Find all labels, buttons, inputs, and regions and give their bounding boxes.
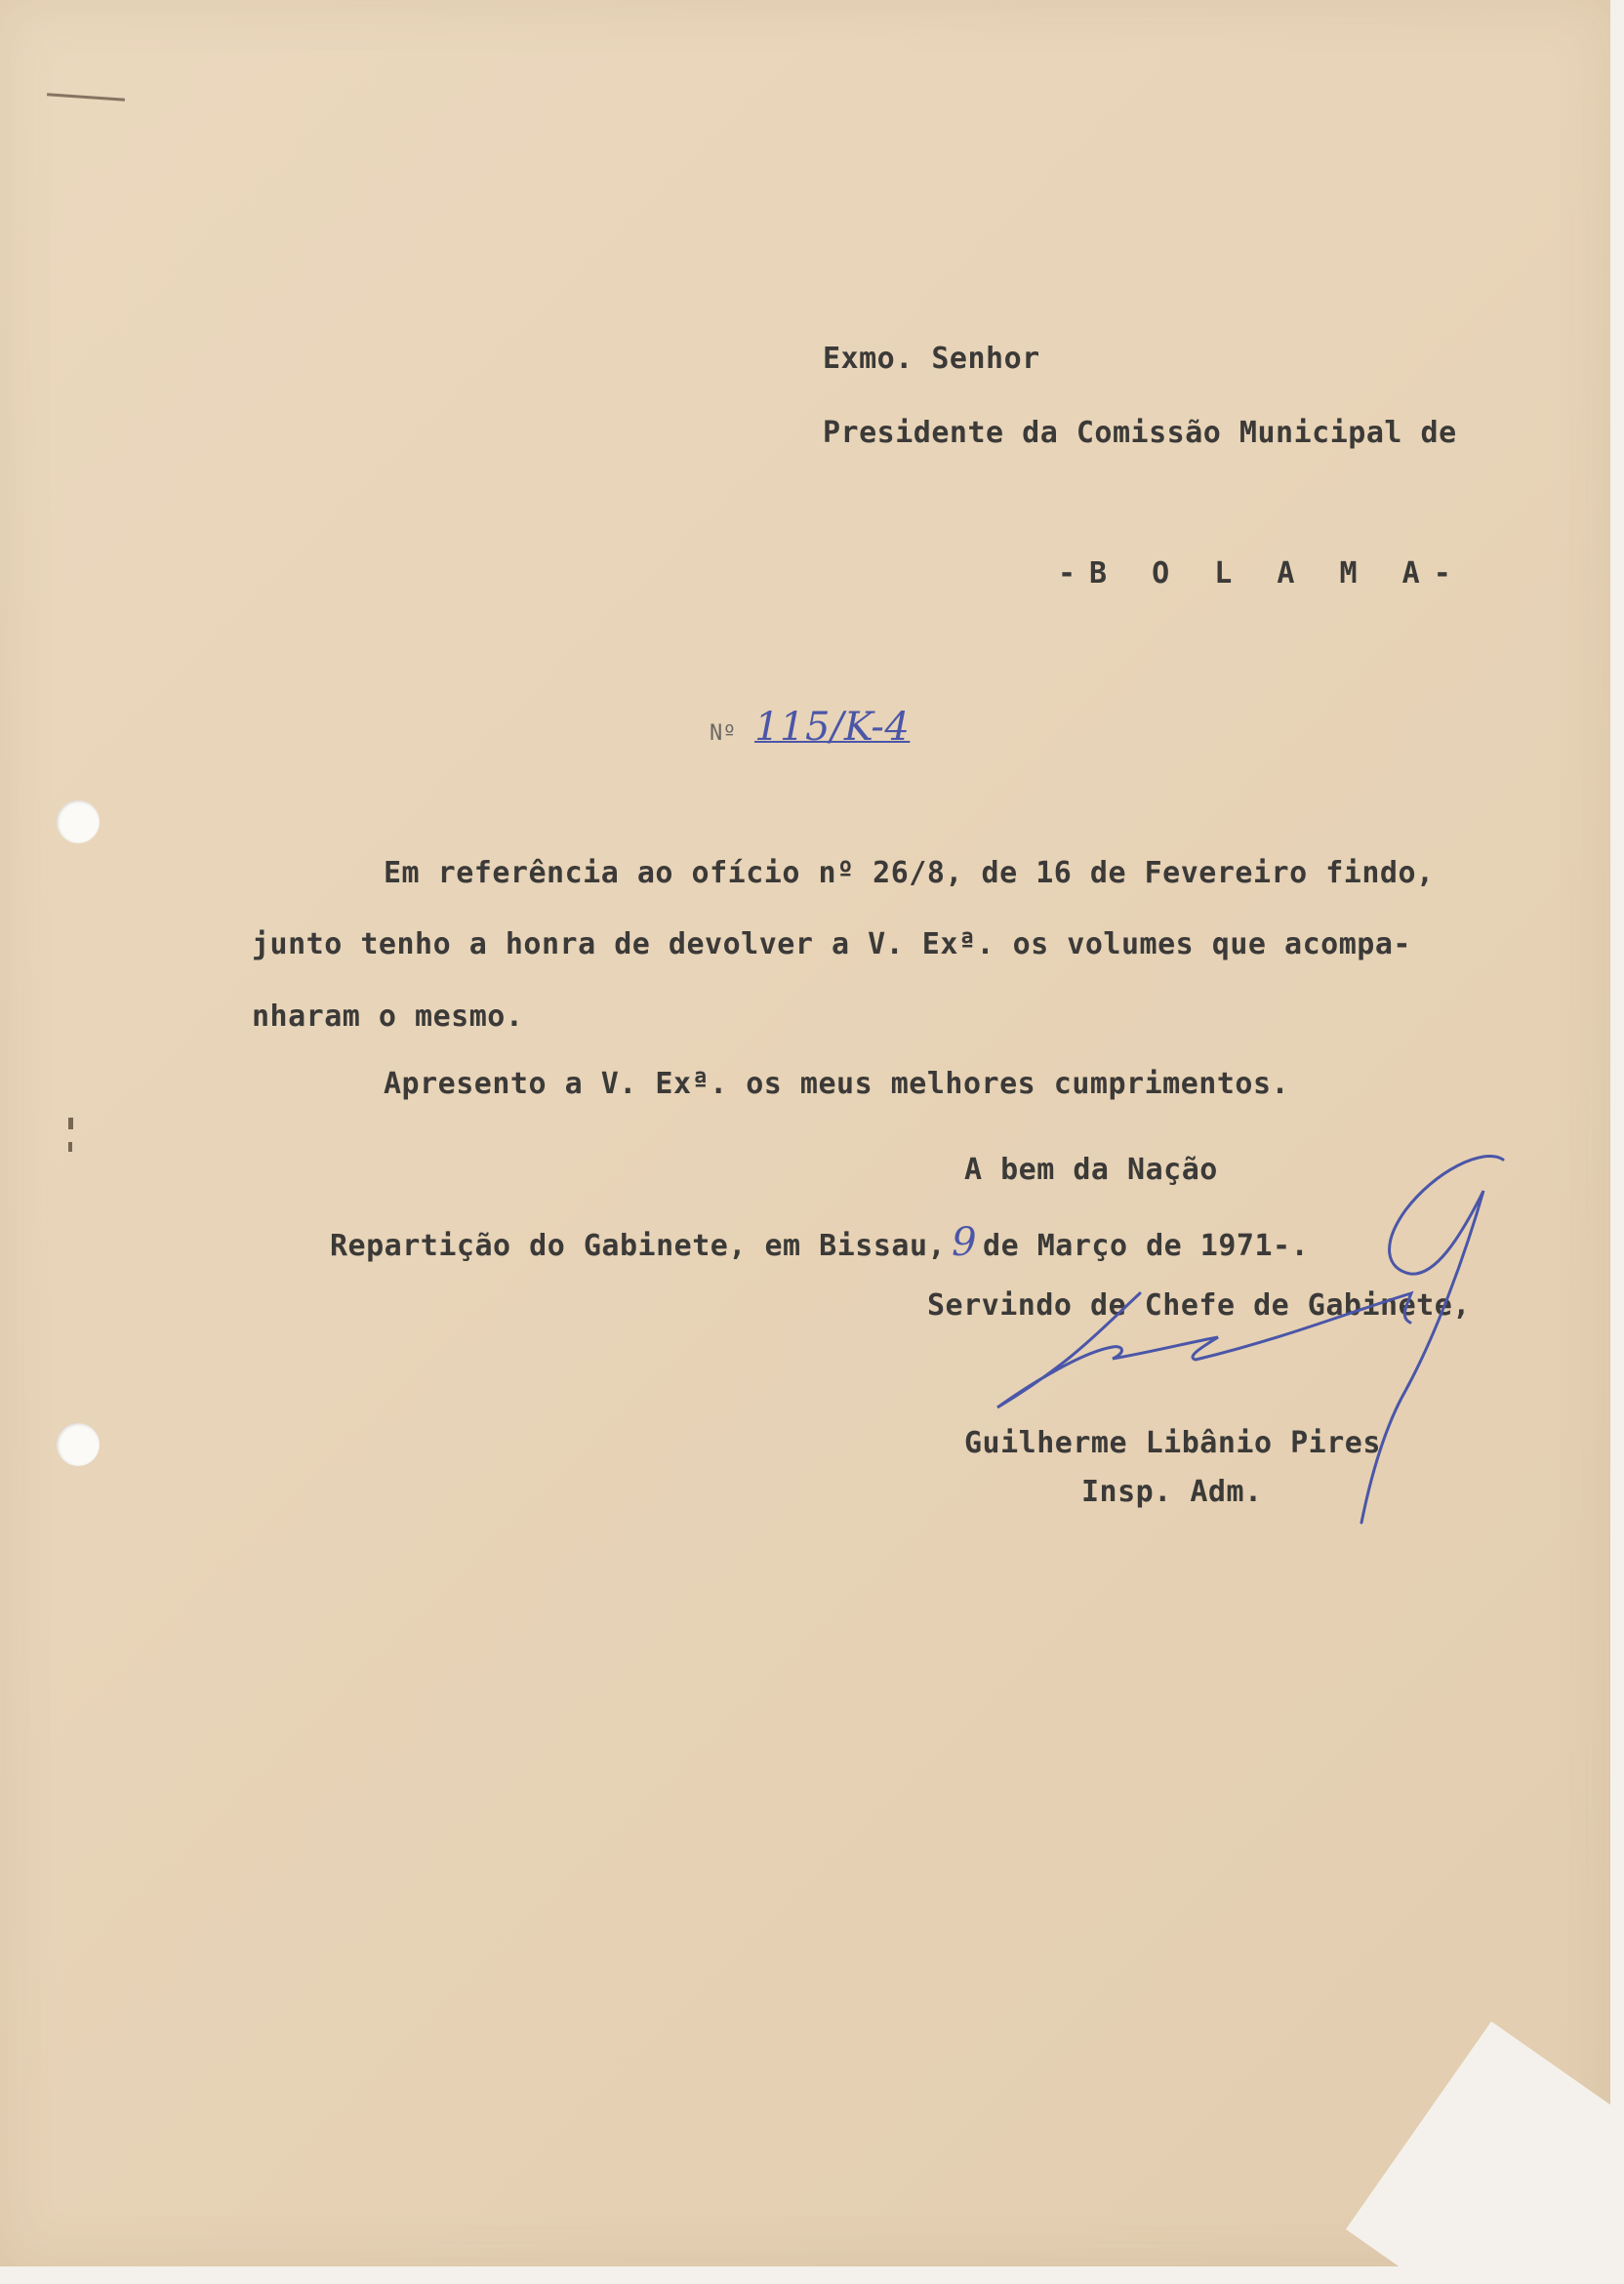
handwritten-signature [976, 1152, 1522, 1562]
day-handwritten: 9 [952, 1220, 978, 1265]
addressee-title: Presidente da Comissão Municipal de [823, 416, 1457, 450]
paper-mark [68, 1142, 72, 1152]
body-line-4: Apresento a V. Exª. os meus melhores cumprimentos. [384, 1067, 1290, 1101]
body-line-1: Em referência ao ofício nº 26/8, de 16 de Fevereiro findo, [384, 856, 1435, 890]
paper-mark [68, 1118, 73, 1129]
addressee-place: -B O L A M A- [1058, 556, 1465, 591]
body-line-2: junto tenho a honra de devolver a V. Exª. os volumes que acompa- [252, 927, 1411, 961]
punch-hole-bottom [57, 1423, 100, 1466]
body-line-3: nharam o mesmo. [252, 999, 524, 1034]
signatory-role: Servindo de Chefe de Gabinete, [927, 1288, 1471, 1323]
location-date-after: de Março de 1971-. [983, 1229, 1310, 1263]
reference-prefix: Nº [710, 721, 737, 746]
salutation: Exmo. Senhor [823, 342, 1040, 376]
signatory-title: Insp. Adm. [1081, 1475, 1263, 1509]
reference-number [710, 705, 910, 750]
punch-hole-top [57, 800, 100, 843]
signatory-name: Guilherme Libânio Pires [964, 1426, 1381, 1460]
location-date-before: Repartição do Gabinete, em Bissau, [330, 1229, 947, 1263]
reference-number-handwritten: 115/K-4 [754, 705, 911, 750]
paper-mark [47, 93, 125, 102]
closing-motto: A bem da Nação [964, 1153, 1218, 1187]
